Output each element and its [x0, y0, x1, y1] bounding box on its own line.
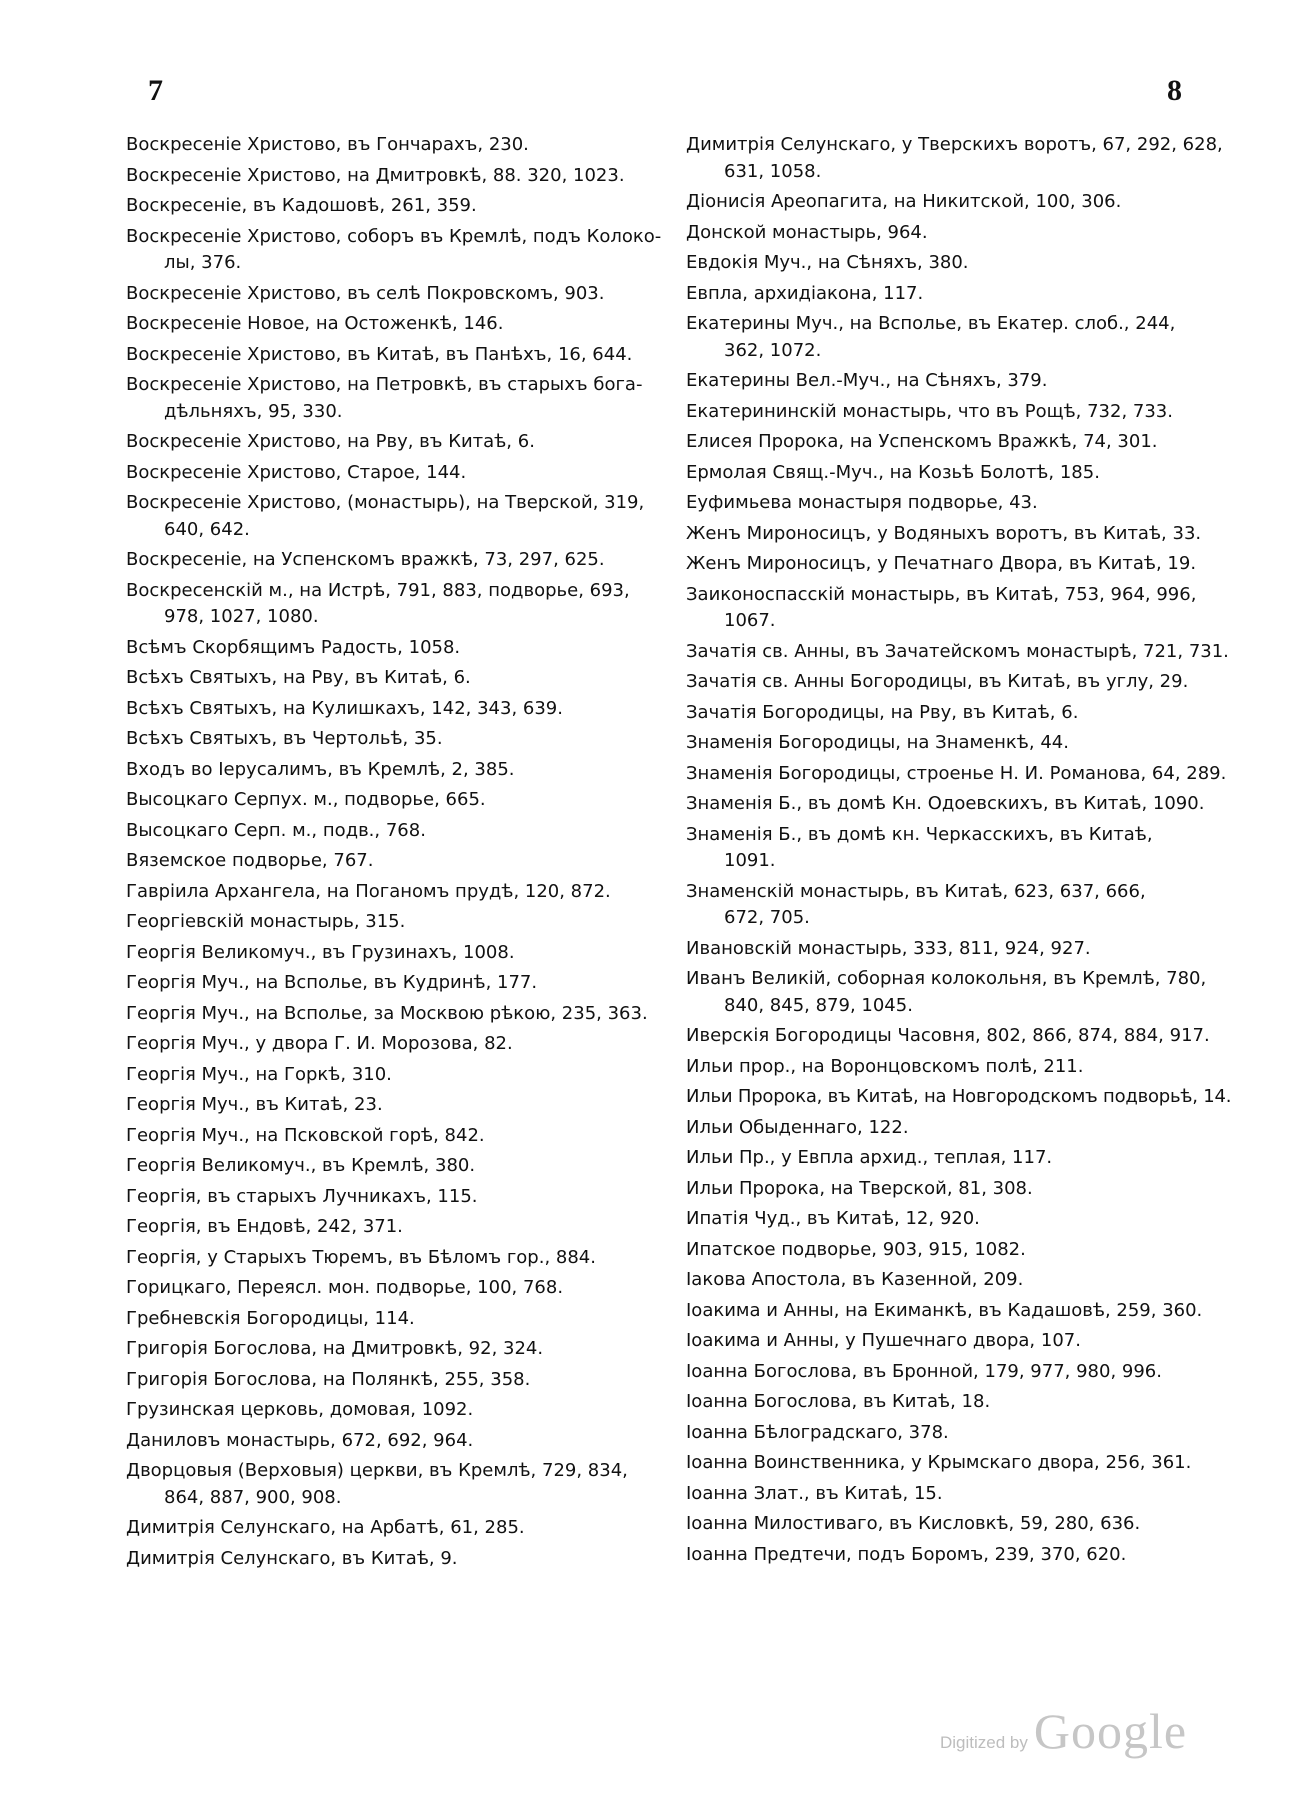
entry-text: Воскресенскій м., на Истрѣ, 791, 883, подворье, 693,	[126, 579, 630, 601]
index-entry	[126, 909, 661, 936]
index-entry	[686, 1267, 1231, 1294]
entry-text: Іоанна Воинственника, у Крымскаго двора, 256, 361.	[686, 1452, 1192, 1473]
entry-text: Іакова Апостола, въ Казенной, 209.	[686, 1269, 1024, 1290]
entry-text: Знаменія Богородицы, строенье Н. И. Романова, 64, 289.	[686, 762, 1227, 784]
index-entry	[126, 1001, 661, 1028]
index-entry	[126, 311, 661, 338]
entry-text: Іоанна Злат., въ Китаѣ, 15.	[686, 1482, 943, 1504]
entry-continuation: 840, 845, 879, 1045.	[724, 994, 913, 1016]
index-entry	[686, 822, 1231, 875]
entry-text: Женъ Мироносицъ, у Печатнаго Двора, въ Китаѣ, 19.	[686, 553, 1197, 574]
entry-text: Даниловъ монастырь, 672, 692, 964.	[126, 1429, 474, 1451]
entry-text: Иверскія Богородицы Часовня, 802, 866, 874, 884, 917.	[686, 1025, 1210, 1046]
index-entry	[126, 848, 661, 875]
entry-text: Димитрія Селунскаго, на Арбатѣ, 61, 285.	[126, 1517, 525, 1538]
entry-text: Ильи прор., на Воронцовскомъ полѣ, 211.	[686, 1055, 1084, 1077]
entry-text: Знаменскій монастырь, въ Китаѣ, 623, 637, 666,	[686, 880, 1146, 902]
index-entry	[686, 311, 1231, 364]
entry-continuation: дѣльняхъ, 95, 330.	[164, 400, 343, 422]
index-entry	[686, 1542, 1231, 1569]
index-entry	[686, 1389, 1231, 1416]
entry-text: Екатерины Муч., на Всполье, въ Екатер. слоб., 244,	[686, 313, 1176, 334]
entry-text: Всѣхъ Святыхъ, въ Чертольѣ, 35.	[126, 728, 443, 749]
index-entry	[686, 399, 1231, 426]
index-entry	[126, 1367, 661, 1394]
entry-text: Георгія Муч., на Всполье, въ Кудринѣ, 177.	[126, 972, 538, 993]
entry-text: Всѣхъ Святыхъ, на Кулишкахъ, 142, 343, 639.	[126, 697, 563, 719]
entry-text: Ильи Обыденнаго, 122.	[686, 1116, 909, 1138]
entry-text: Георгія Муч., на Псковской горѣ, 842.	[126, 1124, 485, 1146]
entry-text: Воскресеніе, на Успенскомъ вражкѣ, 73, 297, 625.	[126, 549, 605, 570]
index-entry	[686, 1328, 1231, 1355]
entry-text: Георгія, въ Ендовѣ, 242, 371.	[126, 1216, 403, 1237]
entry-text: Высоцкаго Серпух. м., подворье, 665.	[126, 789, 486, 810]
entry-text: Воскресеніе Христово, въ Китаѣ, въ Панѣхъ, 16, 644.	[126, 343, 633, 365]
entry-text: Воскресеніе Новое, на Остоженкѣ, 146.	[126, 313, 504, 334]
index-entry	[686, 281, 1231, 308]
digitization-watermark	[940, 1702, 1187, 1760]
entry-text: Дворцовыя (Верховыя) церкви, въ Кремлѣ, 729, 834,	[126, 1460, 628, 1481]
entry-continuation: 672, 705.	[724, 907, 810, 928]
entry-text: Георгія Великомуч., въ Кремлѣ, 380.	[126, 1155, 476, 1176]
entry-text: Зачатія Богородицы, на Рву, въ Китаѣ, 6.	[686, 701, 1079, 723]
entry-text: Георгія Великомуч., въ Грузинахъ, 1008.	[126, 941, 515, 963]
index-entry	[686, 1115, 1231, 1142]
entry-text: Еуфимьева монастыря подворье, 43.	[686, 492, 1038, 513]
entry-text: Воскресеніе Христово, Старое, 144.	[126, 461, 467, 483]
index-entry	[686, 1420, 1231, 1447]
entry-continuation: 631, 1058.	[724, 160, 822, 182]
entry-text: Ипатія Чуд., въ Китаѣ, 12, 920.	[686, 1208, 980, 1229]
index-entry	[126, 1428, 661, 1455]
entry-text: Елисея Пророка, на Успенскомъ Вражкѣ, 74, 301.	[686, 431, 1158, 452]
index-entry	[126, 757, 661, 784]
entry-text: Знаменія Б., въ домѣ кн. Черкасскихъ, въ Китаѣ,	[686, 823, 1153, 845]
index-entry	[686, 368, 1231, 395]
entry-text: Воскресеніе Христово, въ селѣ Покровскомъ, 903.	[126, 282, 605, 304]
index-entry	[686, 1023, 1231, 1050]
index-column-left	[126, 132, 661, 1576]
entry-text: Ивановскій монастырь, 333, 811, 924, 927.	[686, 937, 1091, 959]
index-entry	[126, 490, 661, 543]
index-entry	[686, 582, 1231, 635]
entry-text: Іоанна Предтечи, подъ Боромъ, 239, 370, 620.	[686, 1543, 1127, 1565]
entry-text: Воскресеніе Христово, (монастырь), на Тверской, 319,	[126, 492, 645, 513]
entry-text: Всѣхъ Святыхъ, на Рву, въ Китаѣ, 6.	[126, 667, 471, 688]
entry-text: Георгія Муч., на Горкѣ, 310.	[126, 1063, 392, 1085]
index-entry	[126, 1184, 661, 1211]
entry-text: Воскресеніе Христово, въ Гончарахъ, 230.	[126, 134, 529, 155]
index-entry	[126, 1336, 661, 1363]
entry-continuation: 1091.	[724, 850, 776, 871]
index-entry	[686, 761, 1231, 788]
index-entry	[686, 189, 1231, 216]
entry-text: Екатерины Вел.-Муч., на Сѣняхъ, 379.	[686, 370, 1048, 391]
index-entry	[126, 1153, 661, 1180]
index-entry	[686, 1145, 1231, 1172]
entry-text: Іоанна Бѣлоградскаго, 378.	[686, 1421, 949, 1443]
index-entry	[126, 193, 661, 220]
index-entry	[126, 547, 661, 574]
entry-text: Знаменія Богородицы, на Знаменкѣ, 44.	[686, 732, 1069, 753]
index-entry	[686, 551, 1231, 578]
index-entry	[686, 1206, 1231, 1233]
index-entry	[126, 1123, 661, 1150]
index-entry	[686, 1237, 1231, 1264]
index-entry	[126, 635, 661, 662]
entry-text: Ильи Пророка, на Тверской, 81, 308.	[686, 1177, 1033, 1199]
entry-text: Евпла, архидіакона, 117.	[686, 282, 924, 304]
index-column-right	[686, 132, 1231, 1572]
entry-text: Гребневскія Богородицы, 114.	[126, 1307, 415, 1329]
index-entry	[126, 1062, 661, 1089]
index-entry	[126, 940, 661, 967]
entry-text: Георгія, въ старыхъ Лучникахъ, 115.	[126, 1185, 478, 1207]
index-entry	[686, 966, 1231, 1019]
index-entry	[686, 639, 1231, 666]
entry-continuation: 978, 1027, 1080.	[164, 606, 319, 627]
index-entry	[686, 429, 1231, 456]
entry-text: Георгія Муч., на Всполье, за Москвою рѣкою, 235, 363.	[126, 1002, 648, 1024]
index-entry	[126, 281, 661, 308]
entry-text: Заиконоспасскій монастырь, въ Китаѣ, 753, 964, 996,	[686, 583, 1197, 605]
entry-text: Воскресеніе, въ Кадошовѣ, 261, 359.	[126, 195, 477, 216]
index-entry	[686, 879, 1231, 932]
index-entry	[126, 1245, 661, 1272]
entry-text: Іоакима и Анны, на Екиманкѣ, въ Кадашовѣ, 259, 360.	[686, 1299, 1203, 1321]
entry-text: Горицкаго, Переясл. мон. подворье, 100, 768.	[126, 1277, 564, 1298]
google-logo: Google	[1033, 1703, 1188, 1759]
entry-text: Григорія Богослова, на Полянкѣ, 255, 358.	[126, 1368, 531, 1390]
digitized-by-text: Digitized by	[940, 1733, 1028, 1752]
index-entry	[126, 665, 661, 692]
index-entry	[126, 163, 661, 190]
index-entry	[126, 1306, 661, 1333]
entry-text: Воскресеніе Христово, соборъ въ Кремлѣ, подъ Колоко-	[126, 225, 662, 247]
entry-text: Вяземское подворье, 767.	[126, 850, 374, 871]
index-entry	[126, 726, 661, 753]
entry-text: Воскресеніе Христово, на Дмитровкѣ, 88. 320, 1023.	[126, 164, 625, 186]
entry-text: Ильи Пр., у Евпла архид., теплая, 117.	[686, 1147, 1053, 1168]
index-entry	[686, 669, 1231, 696]
index-entry	[686, 1176, 1231, 1203]
entry-text: Ильи Пророка, въ Китаѣ, на Новгородскомъ подворьѣ, 14.	[686, 1086, 1232, 1107]
index-entry	[126, 429, 661, 456]
entry-text: Зачатія св. Анны Богородицы, въ Китаѣ, въ углу, 29.	[686, 671, 1189, 692]
entry-text: Діонисія Ареопагита, на Никитской, 100, 306.	[686, 191, 1122, 212]
entry-text: Женъ Мироносицъ, у Водяныхъ воротъ, въ Китаѣ, 33.	[686, 522, 1202, 544]
index-entry	[126, 696, 661, 723]
index-entry	[686, 1298, 1231, 1325]
entry-text: Знаменія Б., въ домѣ Кн. Одоевскихъ, въ Китаѣ, 1090.	[686, 793, 1205, 814]
entry-text: Всѣмъ Скорбящимъ Радость, 1058.	[126, 636, 461, 658]
entry-text: Іоакима и Анны, у Пушечнаго двора, 107.	[686, 1330, 1081, 1351]
index-entry	[126, 224, 661, 277]
entry-text: Георгія, у Старыхъ Тюремъ, въ Бѣломъ гор., 884.	[126, 1246, 596, 1268]
index-entry	[126, 970, 661, 997]
entry-text: Димитрія Селунскаго, въ Китаѣ, 9.	[126, 1547, 458, 1569]
index-entry	[686, 936, 1231, 963]
index-entry	[126, 1214, 661, 1241]
entry-continuation: 640, 642.	[164, 518, 250, 540]
entry-text: Высоцкаго Серп. м., подв., 768.	[126, 819, 426, 841]
page-number-right: 8	[1167, 74, 1182, 107]
index-entry	[126, 787, 661, 814]
index-entry	[686, 730, 1231, 757]
entry-text: Іоанна Милостиваго, въ Кисловкѣ, 59, 280, 636.	[686, 1513, 1141, 1534]
index-entry	[126, 1031, 661, 1058]
entry-text: Григорія Богослова, на Дмитровкѣ, 92, 324.	[126, 1338, 544, 1359]
index-entry	[686, 220, 1231, 247]
entry-text: Донской монастырь, 964.	[686, 221, 928, 243]
entry-continuation: лы, 376.	[164, 252, 242, 273]
index-entry	[686, 460, 1231, 487]
entry-text: Иванъ Великій, соборная колокольня, въ Кремлѣ, 780,	[686, 968, 1207, 989]
index-entry	[126, 818, 661, 845]
entry-text: Георгія Муч., въ Китаѣ, 23.	[126, 1094, 383, 1115]
page-number-left: 7	[148, 74, 163, 107]
index-entry	[686, 1481, 1231, 1508]
entry-text: Іоанна Богослова, въ Китаѣ, 18.	[686, 1391, 991, 1412]
entry-continuation: 864, 887, 900, 908.	[164, 1486, 342, 1508]
index-entry	[126, 132, 661, 159]
index-entry	[126, 879, 661, 906]
index-entry	[686, 490, 1231, 517]
index-entry	[126, 1397, 661, 1424]
index-entry	[686, 250, 1231, 277]
index-entry	[126, 372, 661, 425]
index-entry	[686, 132, 1231, 185]
entry-text: Димитрія Селунскаго, у Тверскихъ воротъ, 67, 292, 628,	[686, 134, 1223, 155]
index-entry	[686, 1359, 1231, 1386]
entry-text: Екатерининскій монастырь, что въ Рощѣ, 732, 733.	[686, 400, 1173, 422]
index-entry	[126, 1275, 661, 1302]
entry-text: Ермолая Свящ.-Муч., на Козьѣ Болотѣ, 185.	[686, 461, 1100, 483]
entry-text: Входъ во Іерусалимъ, въ Кремлѣ, 2, 385.	[126, 758, 515, 780]
entry-text: Іоанна Богослова, въ Бронной, 179, 977, 980, 996.	[686, 1360, 1162, 1382]
index-entry	[126, 460, 661, 487]
entry-text: Ипатское подворье, 903, 915, 1082.	[686, 1238, 1026, 1260]
index-entry	[686, 521, 1231, 548]
index-entry	[126, 342, 661, 369]
index-entry	[686, 1511, 1231, 1538]
index-entry	[126, 1546, 661, 1573]
entry-text: Зачатія св. Анны, въ Зачатейскомъ монастырѣ, 721, 731.	[686, 640, 1229, 662]
entry-text: Георгія Муч., у двора Г. И. Морозова, 82.	[126, 1033, 513, 1054]
entry-continuation: 362, 1072.	[724, 339, 822, 361]
index-entry	[126, 1092, 661, 1119]
entry-text: Воскресеніе Христово, на Петровкѣ, въ старыхъ бога-	[126, 374, 643, 395]
index-entry	[686, 1054, 1231, 1081]
index-entry	[126, 1515, 661, 1542]
index-entry	[686, 1084, 1231, 1111]
entry-text: Грузинская церковь, домовая, 1092.	[126, 1399, 474, 1420]
index-entry	[686, 700, 1231, 727]
entry-text: Георгіевскій монастырь, 315.	[126, 911, 406, 932]
index-entry	[686, 1450, 1231, 1477]
index-entry	[686, 791, 1231, 818]
entry-text: Воскресеніе Христово, на Рву, въ Китаѣ, 6.	[126, 431, 535, 452]
index-entry	[126, 578, 661, 631]
entry-text: Евдокія Муч., на Сѣняхъ, 380.	[686, 252, 969, 273]
entry-text: Гавріила Архангела, на Поганомъ прудѣ, 120, 872.	[126, 880, 611, 902]
index-entry	[126, 1458, 661, 1511]
entry-continuation: 1067.	[724, 610, 776, 631]
